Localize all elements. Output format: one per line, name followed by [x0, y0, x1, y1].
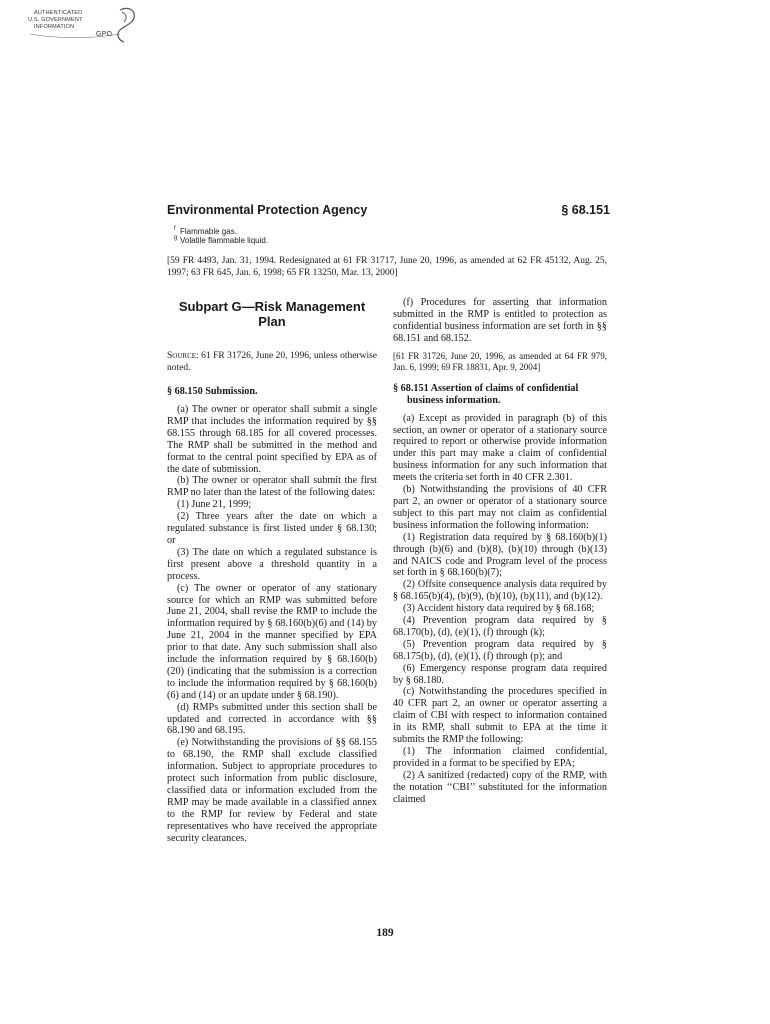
paragraph: (b) Notwithstanding the provisions of 40 CFR part 2, an owner or operator of a stationary source subject to this part may not claim as confidential business information the following information:: [393, 484, 607, 531]
section-heading-68-151: § 68.151 Assertion of claims of confidential business information.: [393, 382, 579, 406]
footnote-f: [174, 226, 237, 236]
paragraph: (5) Prevention program data required by § 68.175(b), (d), (e)(1), (f) through (p); and: [393, 638, 607, 662]
subpart-title: Subpart G—Risk Management Plan: [178, 299, 366, 329]
paragraph: (a) The owner or operator shall submit a single RMP that includes the information required by §§ 68.155 through 68.185 for all covered processes. The RMP shall be submitted in the method and format to the central point specified by EPA as of the date of submission.: [167, 404, 377, 475]
paragraph: (3) The date on which a regulated substance is first present above a threshold quantity in a process.: [167, 546, 377, 582]
paragraph: (1) Registration data required by § 68.160(b)(1) through (b)(6) and (b)(8), (b)(10) through (b)(13) and NAICS code and Program level of the process set forth in § 68.160(b)(7);: [393, 531, 607, 579]
paragraph: (d) RMPs submitted under this section shall be updated and corrected in accordance with §§ 68.190 and 68.195.: [167, 701, 377, 737]
paragraph: (c) Notwithstanding the procedures specified in 40 CFR part 2, an owner or operator asserting a claim of CBI with respect to information contained in its RMP, shall submit to EPA at the time it submits the RMP the following:: [393, 686, 607, 746]
paragraph: (f) Procedures for asserting that information submitted in the RMP is entitled to protection as confidential business information are set forth in §§ 68.151 and 68.152.: [393, 297, 607, 344]
footnote-g: [174, 235, 269, 245]
seal-line-3: INFORMATION: [34, 24, 75, 30]
source-label: Source: [167, 351, 197, 361]
paragraph: (1) The information claimed confidential, provided in a format to be specified by EPA;: [393, 746, 607, 769]
paragraph: (b) The owner or operator shall submit the first RMP no later than the latest of the following dates:: [167, 475, 377, 499]
paragraph: (1) June 21, 1999;: [177, 499, 252, 511]
paragraph: (2) Offsite consequence analysis data required by § 68.165(b)(4), (b)(9), (b)(10), (b)(11), and (b)(12).: [393, 579, 607, 603]
section-heading-68-150: § 68.150 Submission.: [167, 386, 258, 397]
paragraph: (2) Three years after the date on which a regulated substance is first listed under § 68.130; or: [167, 511, 377, 546]
amendment-note: [61 FR 31726, June 20, 1996, as amended at 64 FR 979, Jan. 6, 1999; 69 FR 18831, Apr. 9, 2004]: [393, 350, 607, 372]
paragraph: (2) A sanitized (redacted) copy of the RMP, with the notation ‘‘CBI’’ substituted for the information claimed: [393, 769, 607, 805]
source-note: [167, 351, 377, 374]
page-number: 189: [376, 927, 394, 939]
seal-line-1: AUTHENTICATED: [34, 10, 83, 16]
paragraph: (e) Notwithstanding the provisions of §§ 68.155 to 68.190, the RMP shall exclude classified information. Subject to appropriate procedures to protect such information from public disclosure, classified data or information excluded from the RMP may be made available in a classified annex to the RMP for review by Federal and state representatives who have received the appropriate security clearances.: [167, 737, 377, 844]
footnote-text: Volatile flammable liquid.: [180, 236, 269, 245]
seal-gpo-mark: GPO: [96, 31, 113, 38]
running-header-section: § 68.151: [561, 203, 610, 217]
running-header-agency: Environmental Protection Agency: [167, 203, 368, 217]
history-citation: [59 FR 4493, Jan. 31, 1994. Redesignated at 61 FR 31717, June 20, 1996, as amended at 62 FR 45132, Aug. 25, 1997; 63 FR 645, Jan. 6, 1998; 65 FR 13250, Mar. 13, 2000]: [167, 256, 607, 278]
paragraph: (a) Except as provided in paragraph (b) of this section, an owner or operator of a stationary source required to report or otherwise provide information under this part may make a claim of confidential business information for any such information that meets the criteria set forth in 40 CFR 2.301.: [393, 412, 607, 484]
left-column: [167, 297, 377, 845]
footnote-text: Flammable gas.: [180, 227, 237, 236]
paragraph: (c) The owner or operator of any stationary source for which an RMP was submitted before June 21, 2004, shall revise the RMP to include the information required by § 68.160(b)(6) and (14) by June 21, 2004 in the manner specified by EPA prior to that date. Any such submission shall also include the information required by § 68.160(b)(20) (indicating that the submission is a correction to include the information required by § 68.160(b)(6) and (14) or an update under § 68.190).: [167, 582, 377, 701]
seal-line-2: U.S. GOVERNMENT: [28, 17, 83, 23]
paragraph: (4) Prevention program data required by § 68.170(b), (d), (e)(1), (f) through (k);: [393, 615, 607, 638]
paragraph: (3) Accident history data required by § 68.168;: [403, 603, 595, 615]
authenticated-seal: [24, 4, 142, 48]
footnote-mark: f: [174, 226, 176, 232]
right-column: [393, 297, 607, 806]
paragraph: (6) Emergency response program data required by § 68.180.: [393, 662, 607, 686]
footnote-mark: g: [174, 235, 178, 241]
source-text: : 61 FR 31726, June 20, 1996, unless otherwise noted.: [167, 351, 377, 373]
